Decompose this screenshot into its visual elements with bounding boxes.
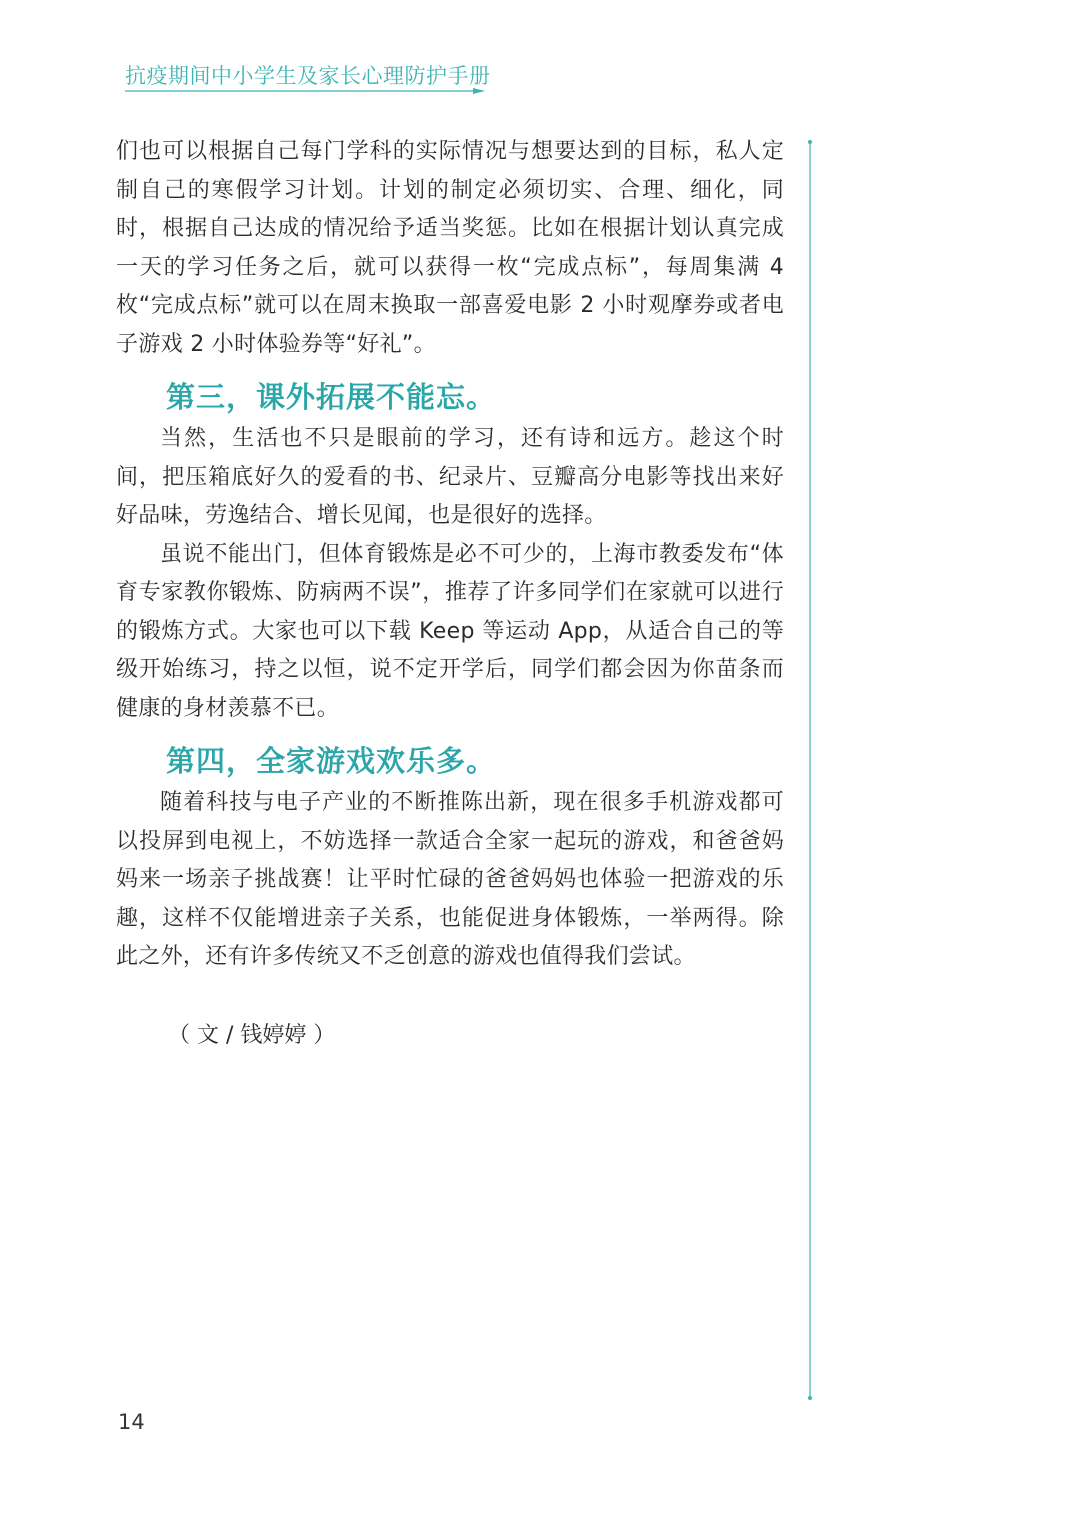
page-content [116, 133, 784, 1055]
body-paragraph: 随着科技与电子产业的不断推陈出新，现在很多手机游戏都可以投屏到电视上，不妨选择一款适合全家一起玩的游戏，和爸爸妈妈来一场亲子挑战赛！让平时忙碌的爸爸妈妈也体验一把游戏的乐趣，这样不仅能增进亲子关系，也能促进身体锻炼，一举两得。除此之外，还有许多传统又不乏创意的游戏也值得我们尝试。 [116, 790, 784, 969]
body-paragraph: 们也可以根据自己每门学科的实际情况与想要达到的目标，私人定制自己的寒假学习计划。计划的制定必须切实、合理、细化，同时，根据自己达成的情况给予适当奖惩。比如在根据计划认真完成一天的学习任务之后，就可以获得一枚“完成点标”，每周集满 4 枚“完成点标”就可以在周末换取一部喜爱电影 2 小时观摩券或者电子游戏 2 小时体验券等“好礼”。 [116, 139, 784, 357]
running-header-title: 抗疫期间中小学生及家长心理防护手册 [125, 64, 491, 88]
header-arrow-line [125, 88, 485, 94]
margin-rule [803, 138, 817, 1402]
section-heading-family-games: 第四，全家游戏欢乐多。 [166, 744, 497, 778]
section-heading-extracurricular: 第三，课外拓展不能忘。 [166, 380, 497, 414]
page-number: 14 [118, 1410, 145, 1434]
body-paragraph: 当然，生活也不只是眼前的学习，还有诗和远方。趁这个时间，把压箱底好久的爱看的书、纪录片、豆瓣高分电影等找出来好好品味，劳逸结合、增长见闻，也是很好的选择。 [116, 426, 784, 528]
author-credit: （ 文 / 钱婷婷 ） [168, 1022, 336, 1048]
body-paragraph: 虽说不能出门，但体育锻炼是必不可少的，上海市教委发布“体育专家教你锻炼、防病两不误”，推荐了许多同学们在家就可以进行的锻炼方式。大家也可以下载 Keep 等运动 App，从适合自己的等级开始练习，持之以恒，说不定开学后，同学们都会因为你苗条而健康的身材羡慕不已。 [116, 541, 784, 721]
